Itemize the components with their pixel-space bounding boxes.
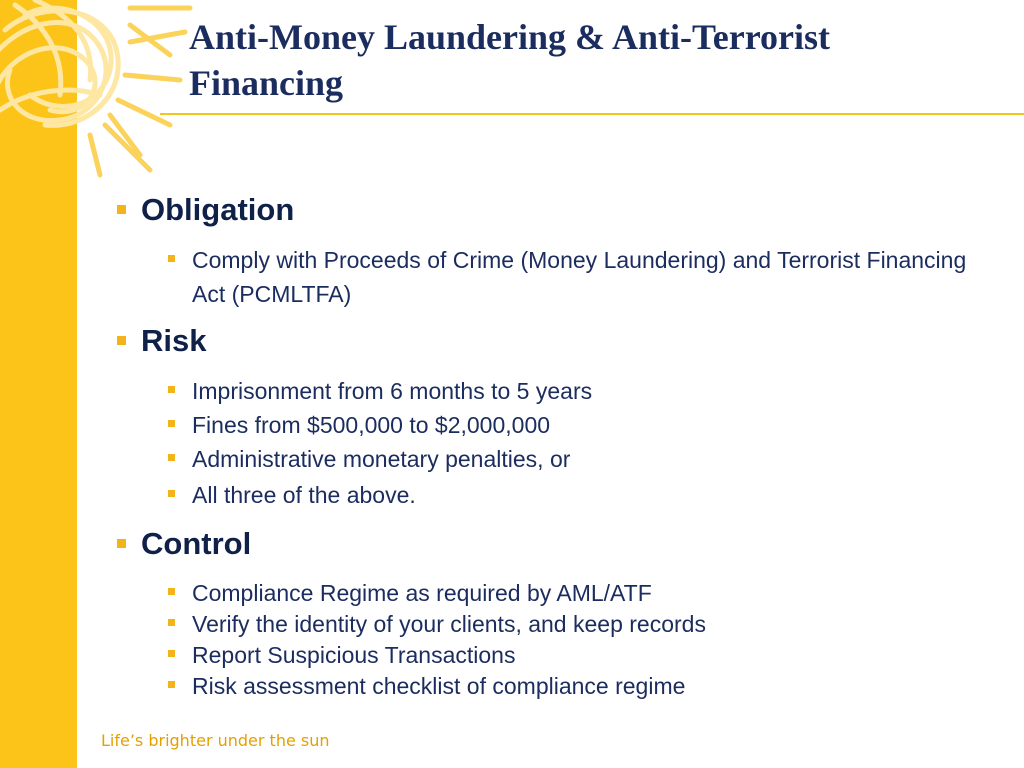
list-item: Comply with Proceeds of Crime (Money Laundering) and Terrorist Financing Act (PCMLTFA) bbox=[192, 247, 967, 307]
section-heading-risk: Risk bbox=[141, 323, 207, 358]
sub-bullet-icon bbox=[168, 420, 175, 427]
sub-bullet-icon bbox=[168, 588, 175, 595]
section-heading-control: Control bbox=[141, 526, 252, 561]
section-heading-obligation: Obligation bbox=[141, 192, 295, 227]
title-divider bbox=[160, 113, 1024, 115]
brand-tagline: Life’s brighter under the sun bbox=[101, 731, 330, 750]
bullet-icon bbox=[117, 205, 126, 214]
sub-bullet-icon bbox=[168, 650, 175, 657]
bullet-icon bbox=[117, 336, 126, 345]
list-item: Fines from $500,000 to $2,000,000 bbox=[192, 412, 551, 438]
sub-bullet-icon bbox=[168, 619, 175, 626]
bullet-icon bbox=[117, 539, 126, 548]
sun-logo-icon bbox=[0, 0, 200, 190]
list-item: Compliance Regime as required by AML/ATF bbox=[192, 580, 652, 606]
list-item: Administrative monetary penalties, or bbox=[192, 446, 571, 472]
sub-bullet-icon bbox=[168, 386, 175, 393]
sub-bullet-icon bbox=[168, 681, 175, 688]
sub-bullet-icon bbox=[168, 454, 175, 461]
list-item: Report Suspicious Transactions bbox=[192, 642, 516, 668]
list-item: Verify the identity of your clients, and keep records bbox=[192, 611, 706, 637]
list-item: Imprisonment from 6 months to 5 years bbox=[192, 378, 593, 404]
list-item: Risk assessment checklist of compliance regime bbox=[192, 673, 686, 699]
slide-title: Anti-Money Laundering & Anti-Terrorist Financing bbox=[189, 17, 831, 103]
sub-bullet-icon bbox=[168, 490, 175, 497]
sub-bullet-icon bbox=[168, 255, 175, 262]
list-item: All three of the above. bbox=[192, 482, 416, 508]
